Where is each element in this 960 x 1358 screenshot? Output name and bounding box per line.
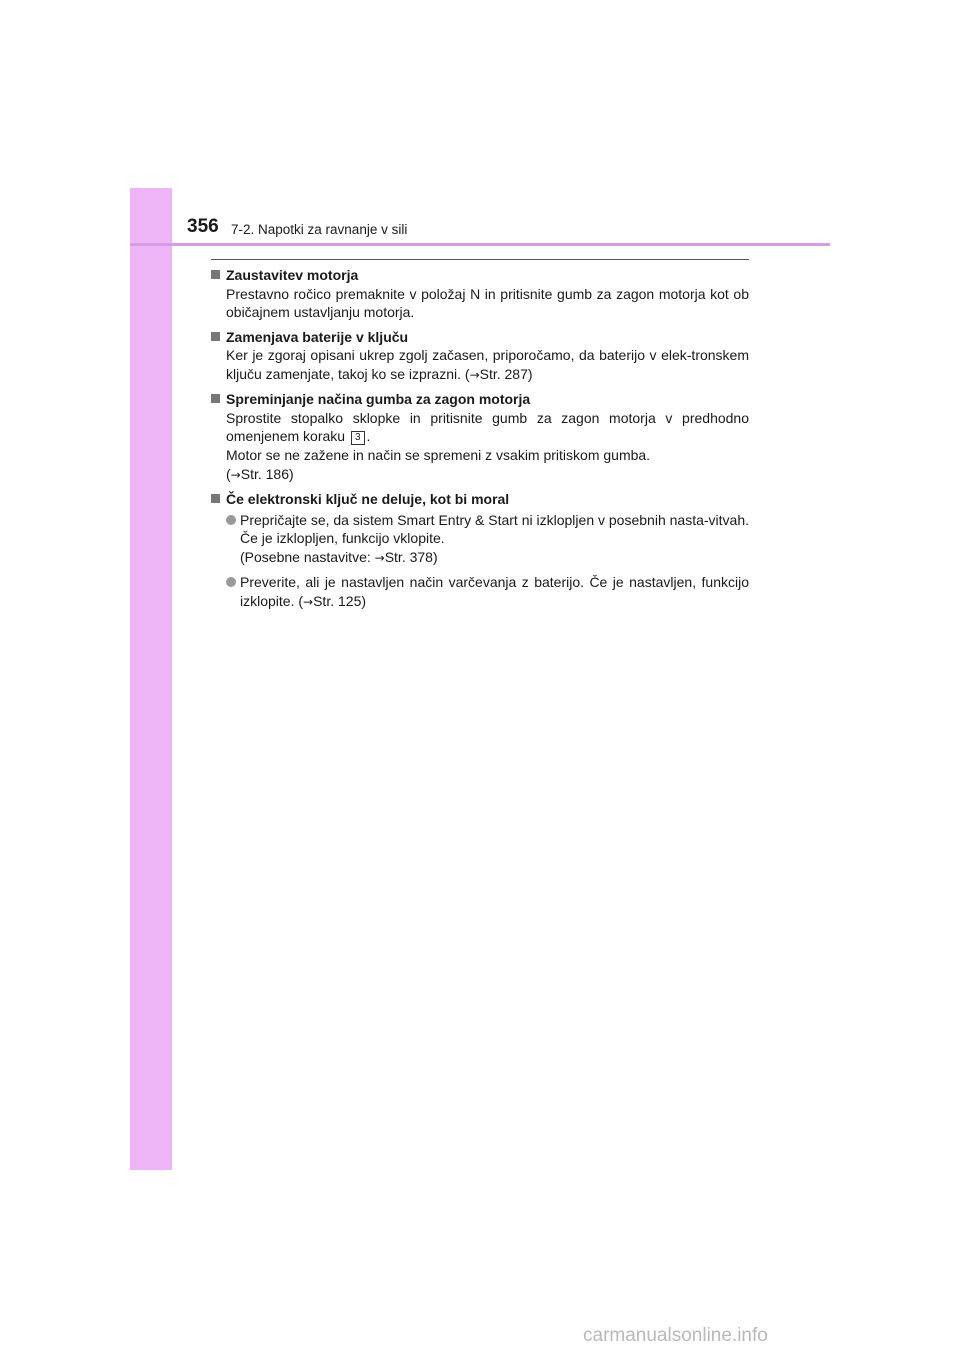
page-reference-link[interactable]: Str. 125): [313, 592, 367, 609]
side-color-band: [130, 188, 172, 1170]
arrow-right-icon: →: [469, 367, 480, 382]
item-heading: Zamenjava baterije v ključu: [226, 328, 409, 345]
arrow-right-icon: →: [230, 467, 241, 482]
square-bullet-icon: [211, 270, 220, 279]
step-number-badge: 3: [351, 431, 365, 445]
item-heading: Če elektronski ključ ne deluje, kot bi moral: [226, 491, 510, 507]
arrow-right-icon: →: [303, 594, 314, 609]
page-reference-link[interactable]: Str. 186): [240, 465, 294, 482]
arrow-right-icon: →: [374, 550, 385, 565]
item-text: Sprostite stopalko sklopke in pritisnite gumb za zagon motorja v predhodno omenjenem koraku: [226, 409, 749, 444]
section-title: 7-2. Napotki za ravnanje v sili: [231, 222, 408, 237]
item-text-line: Motor se ne zažene in način se spremeni z vsakim pritiskom gumba.: [226, 447, 651, 463]
item-key-battery: [211, 328, 749, 385]
list-item: Prepričajte se, da sistem Smart Entry & Start ni izklopljen v posebnih nasta-vitvah. Če je izklopljen, funkcijo vklopite. (Posebne nastavitve: →Str. 378): [211, 511, 749, 568]
item-heading: Zaustavitev motorja: [226, 267, 359, 283]
square-bullet-icon: [211, 494, 220, 503]
bullet-text: Prepričajte se, da sistem Smart Entry & Start ni izklopljen v posebnih nasta-vitvah. Če je izklopljen, funkcijo vklopite.: [240, 511, 749, 546]
content-body: [211, 266, 749, 617]
watermark: carmanualsonline.info: [583, 1325, 768, 1346]
page-number: 356: [187, 216, 219, 237]
item-stopping-engine: [211, 266, 749, 322]
content-top-rule: [211, 259, 749, 260]
header-rule: [130, 243, 830, 246]
square-bullet-icon: [211, 332, 220, 341]
item-text: Prestavno ročico premaknite v položaj N in pritisnite gumb za zagon motorja kot ob običajnem ustavljanju motorja.: [226, 285, 749, 320]
page-reference-link[interactable]: Str. 287): [479, 365, 533, 382]
square-bullet-icon: [211, 394, 220, 403]
item-text: Ker je zgoraj opisani ukrep zgolj začasen, priporočamo, da baterijo v elek-tronskem ključu zamenjate, takoj ko se izprazni. (: [226, 347, 749, 382]
page-reference-link[interactable]: Str. 378): [384, 548, 438, 565]
item-start-button-mode: Spreminjanje načina gumba za zagon motorja Sprostite stopalko sklopke in pritisnite gumb za zagon motorja v predhodno omenjenem koraku 3 . Motor se ne zažene in način se spremeni z vsakim pritiskom gumba. (→Str. 186): [211, 390, 749, 484]
list-item: [211, 573, 749, 611]
item-key-not-working: [211, 490, 749, 611]
circle-bullet-icon: [226, 577, 236, 587]
circle-bullet-icon: [226, 515, 236, 525]
item-heading: Spreminjanje načina gumba za zagon motorja: [226, 391, 531, 407]
bullet-text: Preverite, ali je nastavljen način varčevanja z baterijo. Če je nastavljen, funkcijo izklopite. (: [240, 574, 749, 609]
